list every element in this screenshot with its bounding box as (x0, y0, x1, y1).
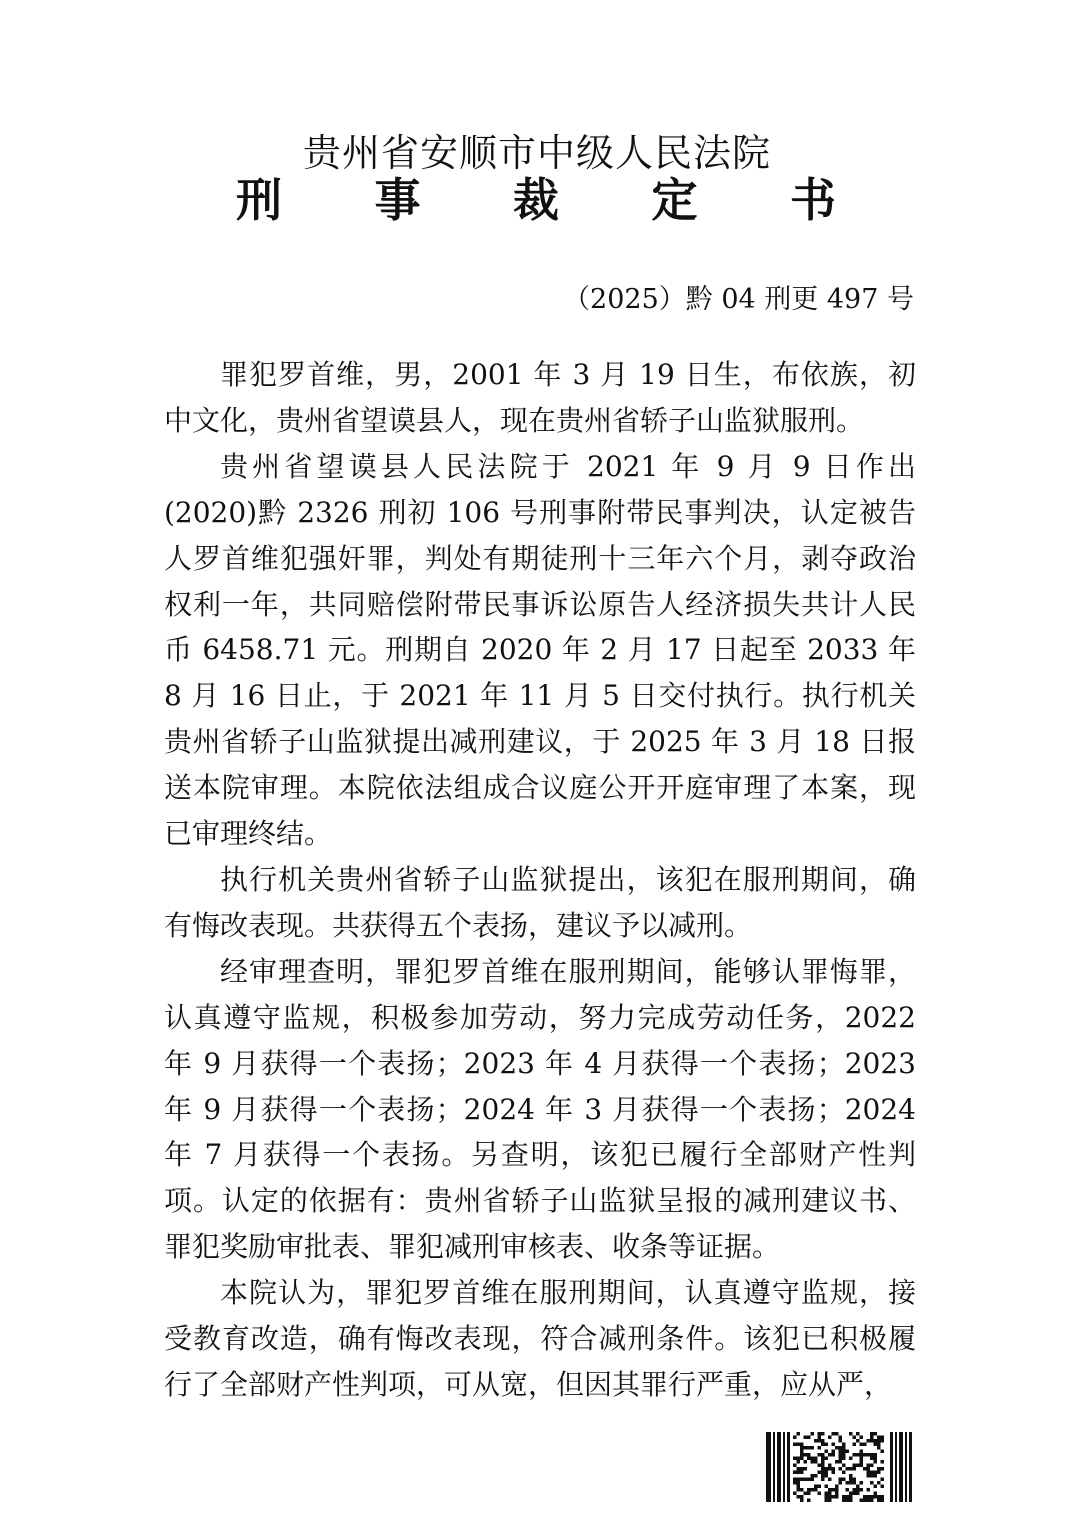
paragraph-court-opinion: 本院认为，罪犯罗首维在服刑期间，认真遵守监规，接受教育改造，确有悔改表现，符合减刑条件。该犯已积极履行了全部财产性判项，可从宽，但因其罪行严重，应从严， (164, 1276, 916, 1401)
document-title (236, 172, 836, 228)
title-char: 刑 (236, 173, 282, 227)
title-char: 裁 (513, 173, 559, 227)
barcode-left-bars (766, 1432, 790, 1502)
paragraph-original-judgment: 贵州省望谟县人民法院于 2021 年 9 月 9 日作出(2020)黔 2326 刑初 106 号刑事附带民事判决，认定被告人罗首维犯强奸罪，判处有期徒刑十三年六个月，剥夺政治权利一年，共同赔偿附带民事诉讼原告人经济损失共计人民币 6458.71 元。刑期自 2020 年 2 月 17 日起至 2033 年 8 月 16 日止，于 2021 年 11 月 5 日交付执行。执行机关贵州省轿子山监狱提出减刑建议，于 2025 年 3 月 18 日报送本院审理。本院依法组成合议庭公开开庭审理了本案，现已审理终结。 (164, 449, 916, 851)
title-char: 书 (790, 173, 836, 227)
barcode-right-bars (890, 1432, 912, 1502)
paragraph-defendant-info: 罪犯罗首维，男，2001 年 3 月 19 日生，布依族，初中文化，贵州省望谟县人，现在贵州省轿子山监狱服刑。 (164, 358, 916, 437)
document-body (164, 352, 916, 1408)
title-char: 定 (651, 173, 698, 227)
barcode-pattern (793, 1432, 884, 1502)
barcode-2d (766, 1432, 912, 1502)
case-number: （2025）黔 04 刑更 497 号 (563, 284, 914, 315)
title-char: 事 (374, 173, 421, 227)
paragraph-prison-proposal: 执行机关贵州省轿子山监狱提出，该犯在服刑期间，确有悔改表现。共获得五个表扬，建议予以减刑。 (164, 862, 916, 942)
court-name: 贵州省安顺市中级人民法院 (302, 131, 771, 175)
paragraph-findings: 经审理查明，罪犯罗首维在服刑期间，能够认罪悔罪，认真遵守监规，积极参加劳动，努力完成劳动任务，2022 年 9 月获得一个表扬；2023 年 4 月获得一个表扬；2023 年 9 月获得一个表扬；2024 年 3 月获得一个表扬；2024 年 7 月获得一个表扬。另查明，该犯已履行全部财产性判项。认定的依据有：贵州省轿子山监狱呈报的减刑建议书、罪犯奖励审批表、罪犯减刑审核表、收条等证据。 (164, 954, 916, 1264)
